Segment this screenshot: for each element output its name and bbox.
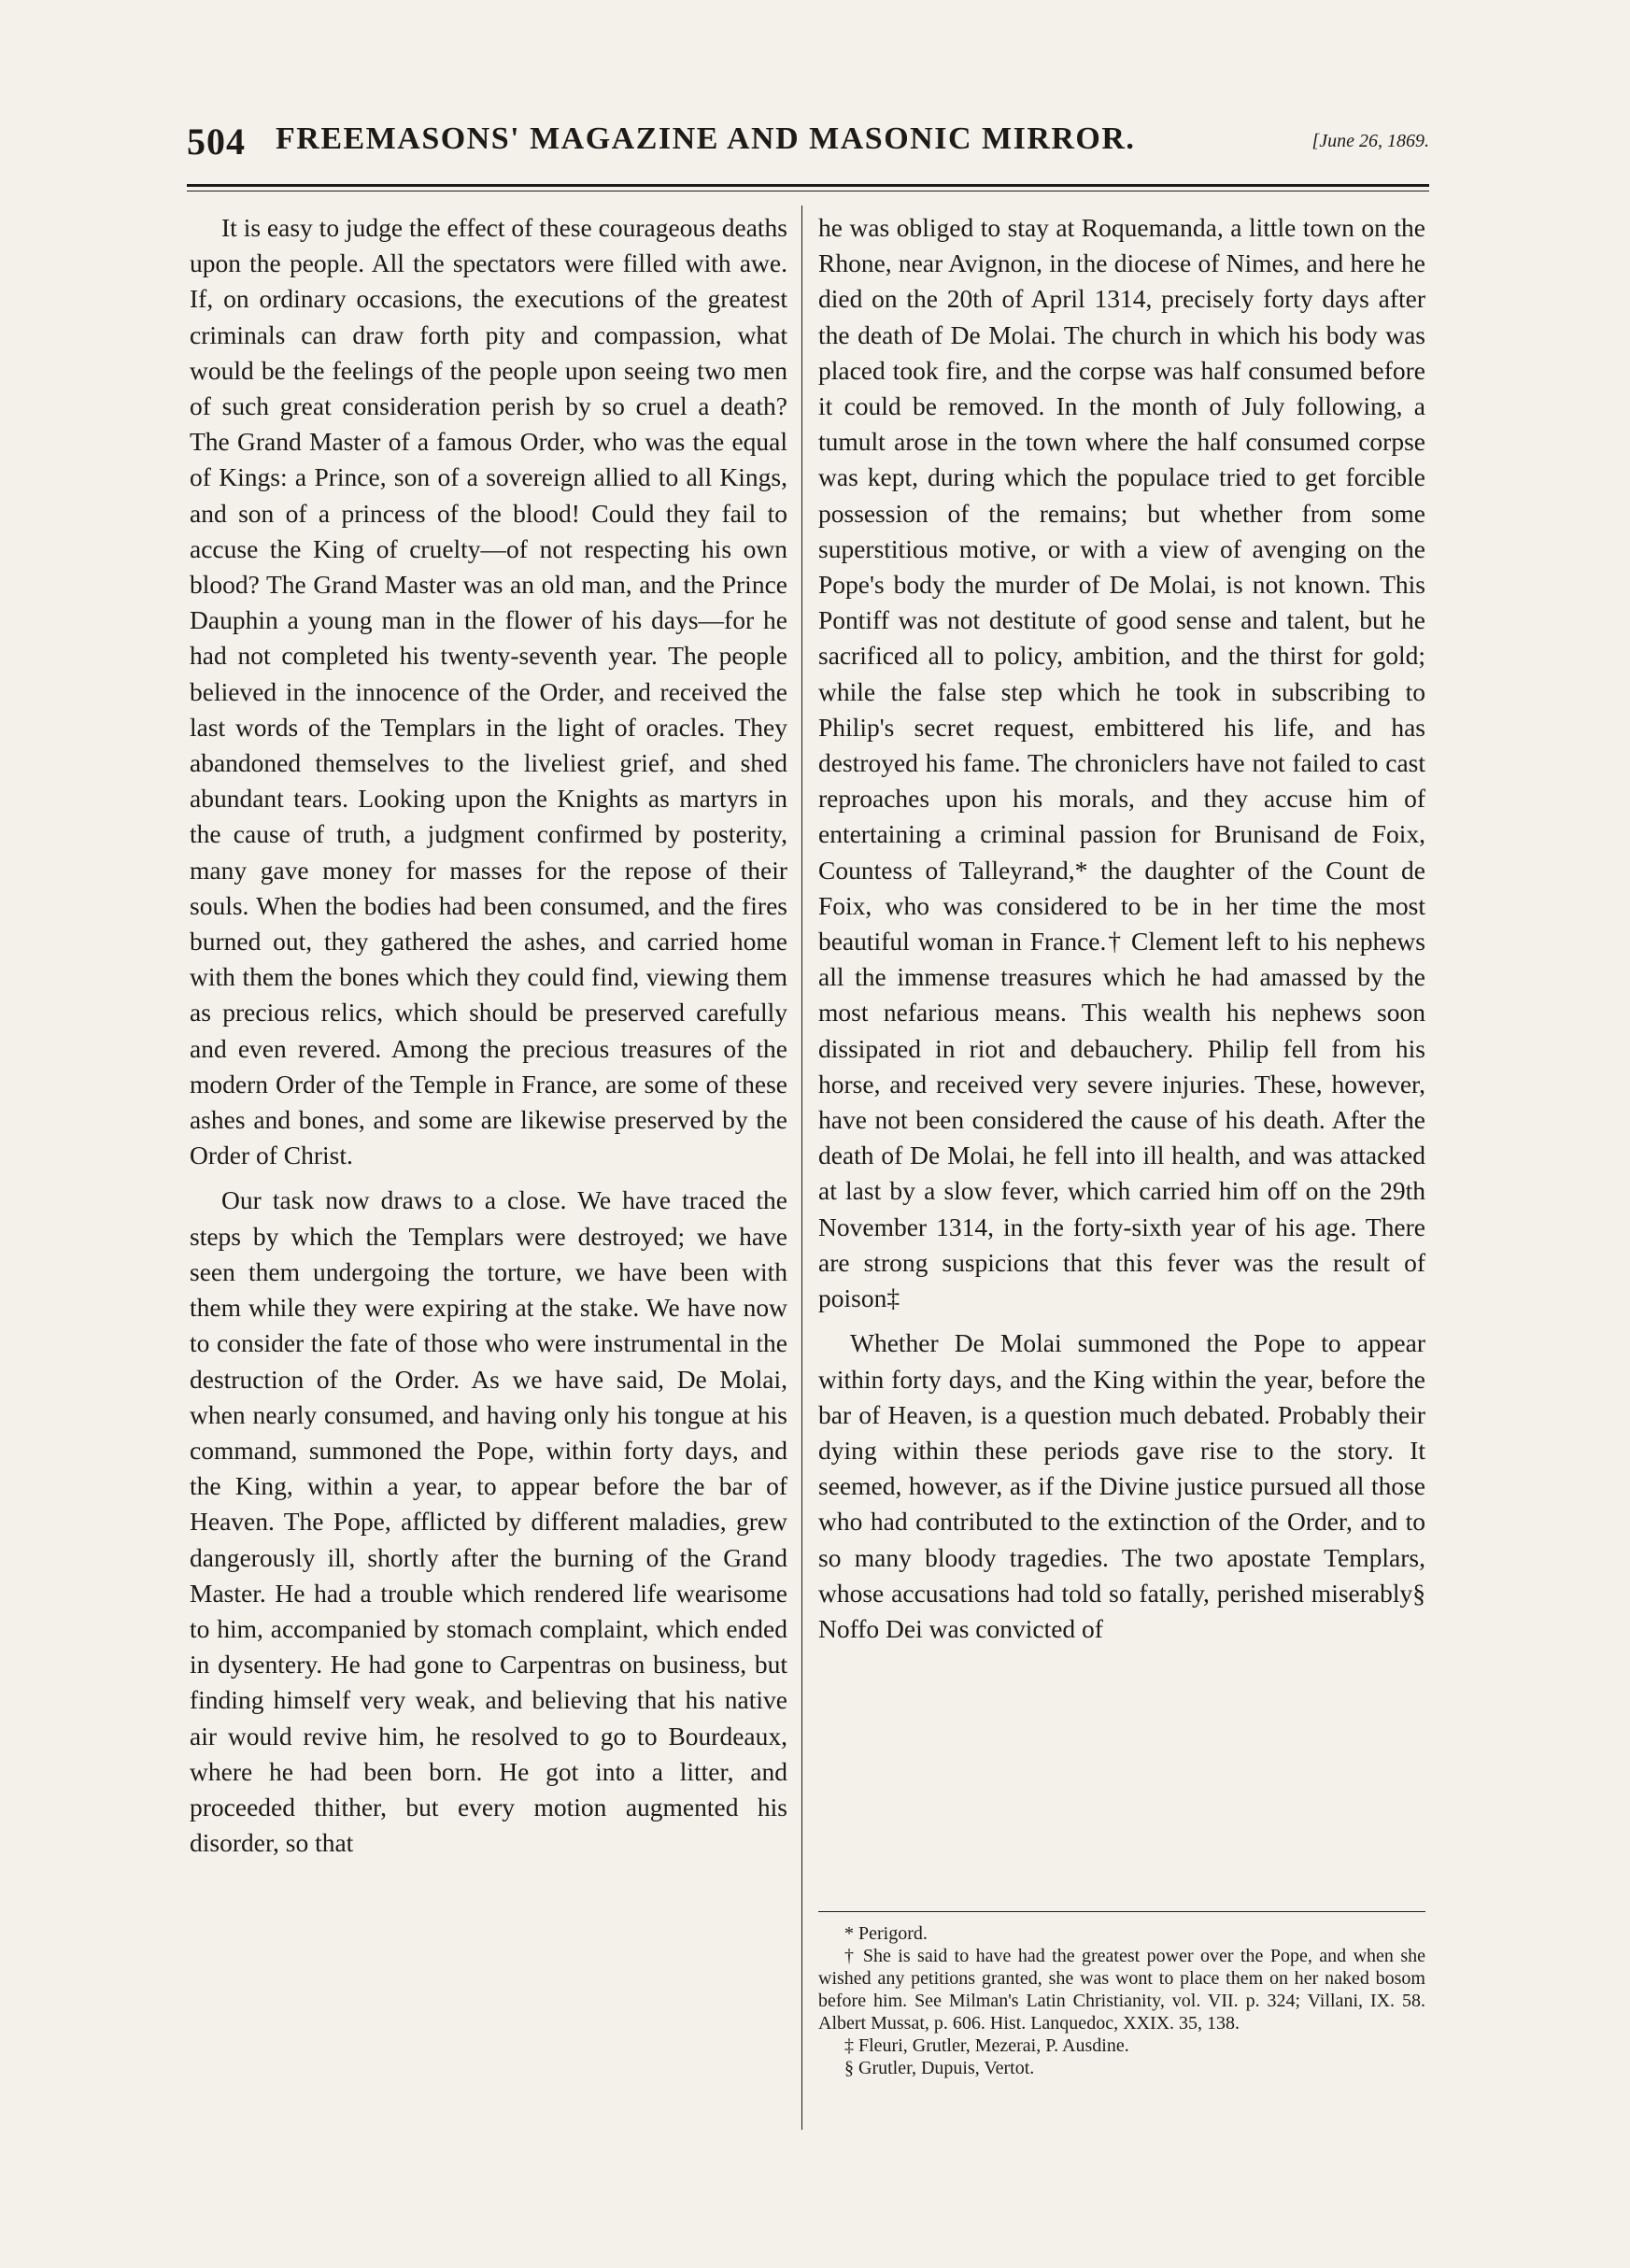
footnote-rule [818, 1911, 1425, 1912]
issue-date: [June 26, 1869. [1311, 131, 1429, 151]
footnote-4: § Grutler, Dupuis, Vertot. [844, 2058, 1035, 2078]
page-number: 504 [187, 120, 246, 163]
page-header [187, 120, 1429, 176]
running-title: FREEMASONS' MAGAZINE AND MASONIC MIRROR. [276, 121, 1136, 156]
right-paragraph-2: Whether De Molai summoned the Pope to appear within forty days, and the King within the year, before the bar of Heaven, is a question much debated. Probably their dying within these periods gave rise to the story. It seemed, however, as if the Divine justice pursued all those who had contributed to the extinction of the Order, and to so many bloody tragedies. The two apostate Templars, whose accusations had told so fatally, perished miserably§ Noffo Dei was convicted of [818, 1328, 1425, 1643]
right-paragraph-1: he was obliged to stay at Roquemanda, a little town on the Rhone, near Avignon, in the diocese of Nimes, and here he died on the 20th of April 1314, precisely forty days after the death of De Molai. The church in which his body was placed took fire, and the corpse was half consumed before it could be removed. In the month of July following, a tumult arose in the town where the half consumed corpse was kept, during which the populace tried to get forcible possession of the remains; but whether from some superstitious motive, or with a view of avenging on the Pope's body the murder of De Molai, is not known. This Pontiff was not destitute of good sense and talent, but he sacrificed all to policy, ambition, and the thirst for gold; while the false step which he took in subscribing to Philip's secret request, embittered his life, and has destroyed his fame. The chroniclers have not failed to cast reproaches upon his morals, and they accuse him of entertaining a criminal passion for Brunisand de Foix, Countess of Talleyrand,* the daughter of the Count de Foix, who was considered to be in her time the most beautiful woman in France.† Clement left to his nephews all the immense treasures which he had amassed by the most nefarious means. This wealth his nephews soon dissipated in riot and debauchery. Philip fell from his horse, and received very severe injuries. These, however, have not been considered the cause of his death. After the death of De Molai, he fell into ill health, and was attacked at last by a slow fever, which carried him off on the 29th November 1314, in the forty-sixth year of his age. There are strong suspicions that this fever was the result of poison‡ [818, 213, 1425, 1313]
footnotes [818, 1922, 1425, 2079]
footnote-2: † She is said to have had the greatest power over the Pope, and when she wished any petitions granted, she was wont to place them on her naked bosom before him. See Milman's Latin Christianity, vol. VII. p. 324; Villani, IX. 58. Albert Mussat, p. 606. Hist. Lanquedoc, XXIX. 35, 138. [818, 1946, 1425, 2034]
footnote-3: ‡ Fleuri, Grutler, Mezerai, P. Ausdine. [844, 2035, 1129, 2056]
left-column [190, 210, 787, 1870]
left-paragraph-1: It is easy to judge the effect of these courageous deaths upon the people. All the spectators were filled with awe. If, on ordinary occasions, the executions of the greatest criminals can draw forth pity and compassion, what would be the feelings of the people upon seeing two men of such great consideration perish by so cruel a death? The Grand Master of a famous Order, who was the equal of Kings: a Prince, son of a sovereign allied to all Kings, and son of a princess of the blood! Could they fail to accuse the King of cruelty—of not respecting his own blood? The Grand Master was an old man, and the Prince Dauphin a young man in the flower of his days—for he had not completed his twenty-seventh year. The people believed in the innocence of the Order, and received the last words of the Templars in the light of oracles. They abandoned themselves to the liveliest grief, and shed abundant tears. Looking upon the Knights as martyrs in the cause of truth, a judgment confirmed by posterity, many gave money for masses for the repose of their souls. When the bodies had been consumed, and the fires burned out, they gathered the ashes, and carried home with them the bones which they could find, viewing them as precious relics, which should be preserved carefully and even revered. Among the precious treasures of the modern Order of the Temple in France, are some of these ashes and bones, and some are likewise preserved by the Order of Christ. [190, 213, 787, 1170]
column-divider [801, 206, 802, 2130]
right-column [818, 210, 1425, 1656]
left-paragraph-2: Our task now draws to a close. We have traced the steps by which the Templars were destroyed; we have seen them undergoing the torture, we have been with them while they were expiring at the stake. We have now to consider the fate of those who were instrumental in the destruction of the Order. As we have said, De Molai, when nearly consumed, and having only his tongue at his command, summoned the Pope, within forty days, and the King, within a year, to appear before the bar of Heaven. The Pope, afflicted by different maladies, grew dangerously ill, shortly after the burning of the Grand Master. He had a trouble which rendered life wearisome to him, accompanied by stomach complaint, which ended in dysentery. He had gone to Carpentras on business, but finding himself very weak, and believing that his native air would revive him, he resolved to go to Bourdeaux, where he had been born. He got into a litter, and proceeded thither, but every motion augmented his disorder, so that [190, 1185, 787, 1858]
header-rule [187, 184, 1429, 187]
footnote-1: * Perigord. [844, 1923, 928, 1944]
